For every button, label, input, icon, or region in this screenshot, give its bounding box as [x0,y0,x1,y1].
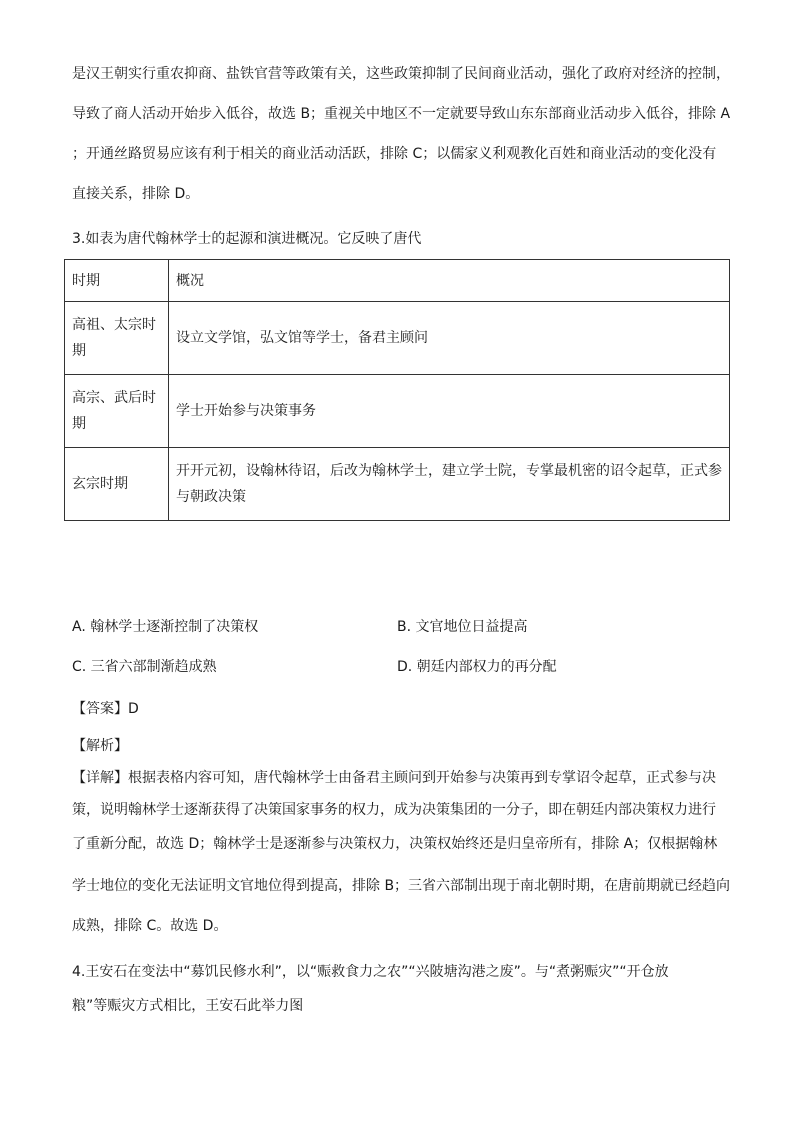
detail-line: 成熟，排除 C。故选 D。 [72,918,228,934]
table-row [65,448,730,521]
table-hanlin [64,259,730,521]
question-4-stem: 4.王安石在变法中“募饥民修水利”，以“赈救食力之农”“兴陂塘沟港之废”。与“煮粥赈灾”“开仓放 [72,964,669,980]
paragraph-line: 是汉王朝实行重农抑商、盐铁官营等政策有关，这些政策抑制了民间商业活动，强化了政府对经济的控制， [72,66,730,82]
table-cell-desc: 学士开始参与决策事务 [169,375,730,448]
table-cell-period: 玄宗时期 [65,448,169,521]
table-cell-period: 高祖、太宗时 期 [65,302,169,375]
option-b: B. 文官地位日益提高 [397,619,528,635]
table-row [65,302,730,375]
question-3-stem: 3.如表为唐代翰林学士的起源和演进概况。它反映了唐代 [72,231,422,247]
option-a: A. 翰林学士逐渐控制了决策权 [72,619,259,635]
table-row [65,375,730,448]
detail-line: 策，说明翰林学士逐渐获得了决策国家事务的权力，成为决策集团的一分子，即在朝廷内部决策权力进行 [72,802,716,818]
table-header-desc: 概况 [169,260,730,302]
paragraph-line: 导致了商人活动开始步入低谷，故选 B；重视关中地区不一定就要导致山东东部商业活动步入低谷，排除 A [72,106,731,122]
table-cell-desc: 设立文学馆，弘文馆等学士，备君主顾问 [169,302,730,375]
question-4-stem: 粮”等赈灾方式相比，王安石此举力图 [72,998,304,1014]
table-cell-desc: 开开元初，设翰林待诏，后改为翰林学士，建立学士院，专掌最机密的诏令起草，正式参 与朝政决策 [169,448,730,521]
paragraph-line: ；开通丝路贸易应该有利于相关的商业活动活跃，排除 C；以儒家义利观教化百姓和商业活动的变化没有 [72,146,717,162]
detail-line: 了重新分配，故选 D；翰林学士是逐渐参与决策权力，决策权始终还是归皇帝所有，排除 A；仅根据翰林 [72,836,718,852]
option-c: C. 三省六部制渐趋成熟 [72,659,217,675]
answer-label: 【答案】D [72,701,139,717]
detail-line: 【详解】根据表格内容可知，唐代翰林学士由备君主顾问到开始参与决策再到专掌诏令起草，正式参与决 [72,770,716,786]
paragraph-line: 直接关系，排除 D。 [72,186,200,202]
table-cell-period: 高宗、武后时 期 [65,375,169,448]
table-header-period: 时期 [65,260,169,302]
table-header-row [65,260,730,302]
detail-line: 学士地位的变化无法证明文官地位得到提高，排除 B；三省六部制出现于南北朝时期，在唐前期就已经趋向 [72,878,731,894]
analysis-label: 【解析】 [72,738,128,754]
option-d: D. 朝廷内部权力的再分配 [397,659,557,675]
